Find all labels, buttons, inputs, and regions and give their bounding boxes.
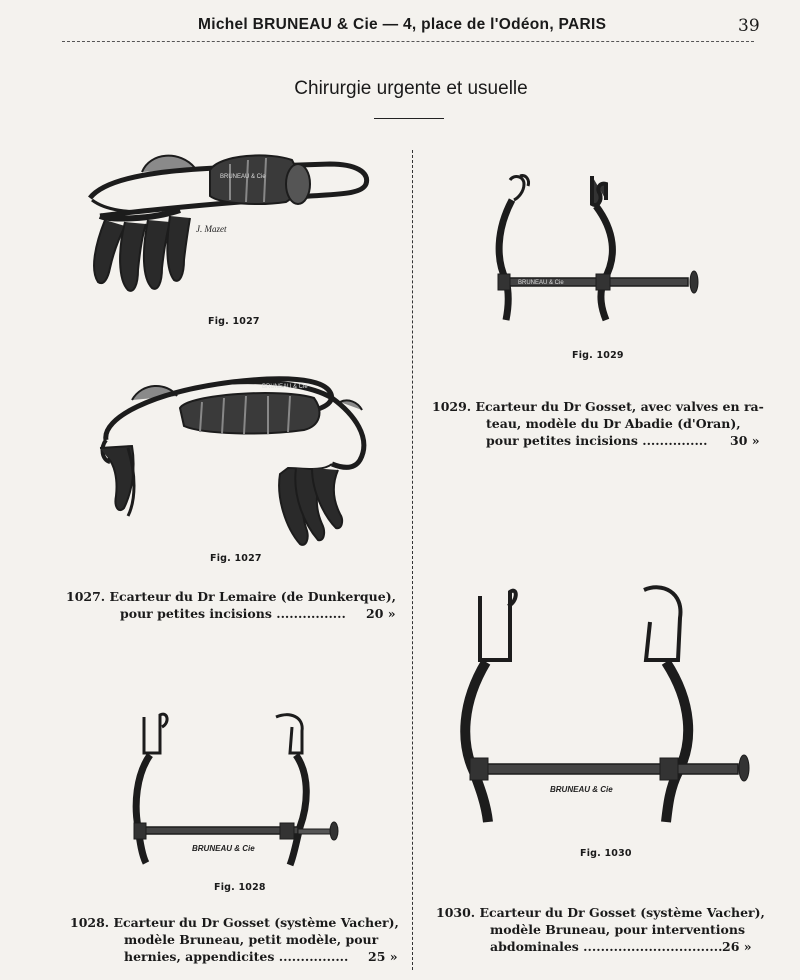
title-rule	[374, 118, 444, 119]
entry-1027-line2	[66, 605, 406, 622]
entry-1030-number: 1030.	[436, 905, 476, 920]
section-title: Chirurgie urgente et usuelle	[294, 78, 528, 99]
page-header	[0, 14, 800, 44]
entry-1029-number: 1029.	[432, 399, 472, 414]
fig-1027-top-maker-mark: BRUNEAU & Cie	[220, 174, 266, 180]
entry-1027-price: 20 »	[366, 606, 396, 621]
fig-1028-label: Fig. 1028	[214, 882, 266, 893]
page-number: 39	[738, 16, 760, 36]
entry-1029-desc3: pour petites incisions ...............	[486, 433, 708, 448]
entry-1030-line3	[436, 938, 786, 955]
entry-1028	[70, 914, 410, 965]
header-text: Michel BRUNEAU & Cie — 4, place de l'Odéon, PARIS	[198, 16, 607, 33]
entry-1028-line3	[70, 948, 410, 965]
entry-1030-line1	[436, 904, 786, 921]
fig-1029-illustration	[484, 170, 714, 330]
fig-1030-illustration	[452, 582, 762, 832]
fig-1027-bottom-illustration	[92, 368, 382, 553]
entry-1029	[432, 398, 782, 449]
entry-1029-line3	[432, 432, 782, 449]
fig-1027-bottom-label: Fig. 1027	[210, 553, 262, 564]
fig-1029-maker-mark: BRUNEAU & Cie	[518, 280, 564, 286]
entry-1028-desc2: modèle Bruneau, petit modèle, pour	[124, 932, 379, 947]
entry-1030-desc1: Ecarteur du Dr Gosset (système Vacher),	[479, 905, 765, 920]
entry-1030-line2	[436, 921, 786, 938]
entry-1030-desc3: abdominales ................................	[490, 939, 723, 954]
fig-1028-illustration	[120, 705, 350, 875]
entry-1029-desc1: Ecarteur du Dr Gosset, avec valves en ra-	[475, 399, 764, 414]
entry-1028-desc3: hernies, appendicites ................	[124, 949, 349, 964]
fig-1027-top-illustration	[70, 150, 380, 315]
fig-1028-maker-mark: BRUNEAU & Cie	[192, 844, 255, 853]
column-divider	[412, 150, 413, 970]
entry-1028-price: 25 »	[368, 949, 398, 964]
entry-1029-line1	[432, 398, 782, 415]
entry-1030-price: 26 »	[722, 939, 752, 954]
fig-1027-top-label: Fig. 1027	[208, 316, 260, 327]
fig-1027-top-engraver: J. Mazet	[196, 224, 227, 234]
entry-1028-desc1: Ecarteur du Dr Gosset (système Vacher),	[113, 915, 399, 930]
entry-1029-desc2: teau, modèle du Dr Abadie (d'Oran),	[486, 416, 741, 431]
entry-1028-number: 1028.	[70, 915, 110, 930]
entry-1027-number: 1027.	[66, 589, 106, 604]
fig-1029-label: Fig. 1029	[572, 350, 624, 361]
entry-1030	[436, 904, 786, 955]
entry-1028-line1	[70, 914, 410, 931]
fig-1027-bottom-maker-mark: BRUNEAU & Cie	[262, 384, 308, 390]
header-rule	[62, 41, 754, 42]
entry-1027	[66, 588, 406, 622]
entry-1029-price: 30 »	[730, 433, 760, 448]
fig-1030-label: Fig. 1030	[580, 848, 632, 859]
entry-1029-line2	[432, 415, 782, 432]
entry-1028-line2	[70, 931, 410, 948]
entry-1027-desc1: Ecarteur du Dr Lemaire (de Dunkerque),	[109, 589, 396, 604]
fig-1030-maker-mark: BRUNEAU & Cie	[550, 785, 613, 794]
entry-1027-line1	[66, 588, 406, 605]
entry-1030-desc2: modèle Bruneau, pour interventions	[490, 922, 746, 937]
entry-1027-desc2: pour petites incisions ................	[120, 606, 346, 621]
